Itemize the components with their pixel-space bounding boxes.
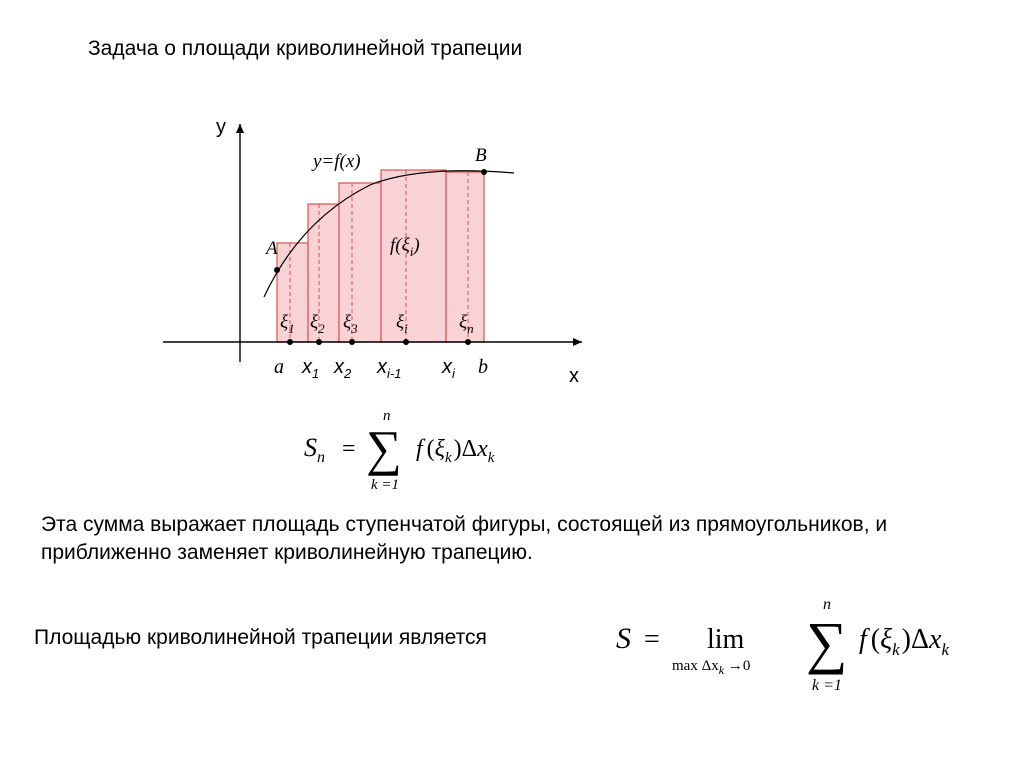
svg-text:k =1: k =1	[812, 677, 842, 694]
svg-text:n: n	[823, 596, 831, 613]
explanation-paragraph: Эта сумма выражает площадь ступенчатой фигуры, состоящей из прямоугольников, и приближенно заменяет криволинейную трапецию.	[41, 513, 888, 564]
svg-text:=: =	[644, 624, 660, 655]
svg-text:∑: ∑	[366, 420, 402, 476]
svg-text:f(ξk)Δxk: f $(\xi_k)\Delta x_k$	[859, 624, 949, 659]
y-axis-label: y	[216, 116, 226, 138]
svg-text:f(ξk)Δxk: f $(\xi_k)\Delta x_k$	[416, 436, 495, 466]
f-xi-label: $f(\xi_i)$	[390, 235, 420, 259]
curve-label: y=f(x)	[313, 151, 361, 172]
slide-title: Задача о площади криволинейной трапеции	[88, 37, 523, 60]
tick-xi: $x_i$	[442, 356, 455, 381]
xi-label-3: $\xi_3$	[343, 312, 358, 336]
svg-text:=: =	[342, 436, 356, 462]
tick-a: a	[274, 356, 284, 378]
tick-x-im1: $x_{i-1}$	[377, 356, 402, 381]
tick-x2: $x_2$	[334, 356, 352, 381]
riemann-sum-formula	[304, 408, 495, 493]
point-b-label: B	[475, 145, 487, 166]
xi-label-i: $\xi_i$	[396, 312, 408, 336]
point-a-marker	[274, 267, 280, 273]
svg-text:max Δxk →0: $\max \Delta x_k \to 0$	[672, 658, 751, 677]
tick-x1: $x_1$	[302, 356, 320, 381]
rectangle-i	[381, 170, 446, 342]
area-definition-label: Площадью криволинейной трапеции является	[34, 626, 487, 649]
point-a-label: A	[266, 238, 278, 259]
xi-label-n: $\xi_n$	[459, 312, 474, 336]
x-axis-label: x	[569, 365, 579, 387]
svg-text:∑: ∑	[806, 610, 848, 675]
tick-b: b	[478, 356, 488, 378]
point-b-marker	[481, 169, 487, 175]
integral-limit-formula	[616, 596, 949, 694]
svg-text:n: n	[383, 408, 391, 424]
svg-text:k =1: k =1	[371, 477, 400, 493]
step-rectangles	[277, 170, 484, 342]
xi-label-2: $\xi_2$	[310, 312, 325, 336]
svg-text:S: S	[616, 622, 631, 655]
svg-text:lim: lim	[707, 624, 745, 655]
xi-label-1: $\xi_1$	[280, 312, 295, 336]
svg-text:Sn: $S_n$	[304, 433, 325, 466]
